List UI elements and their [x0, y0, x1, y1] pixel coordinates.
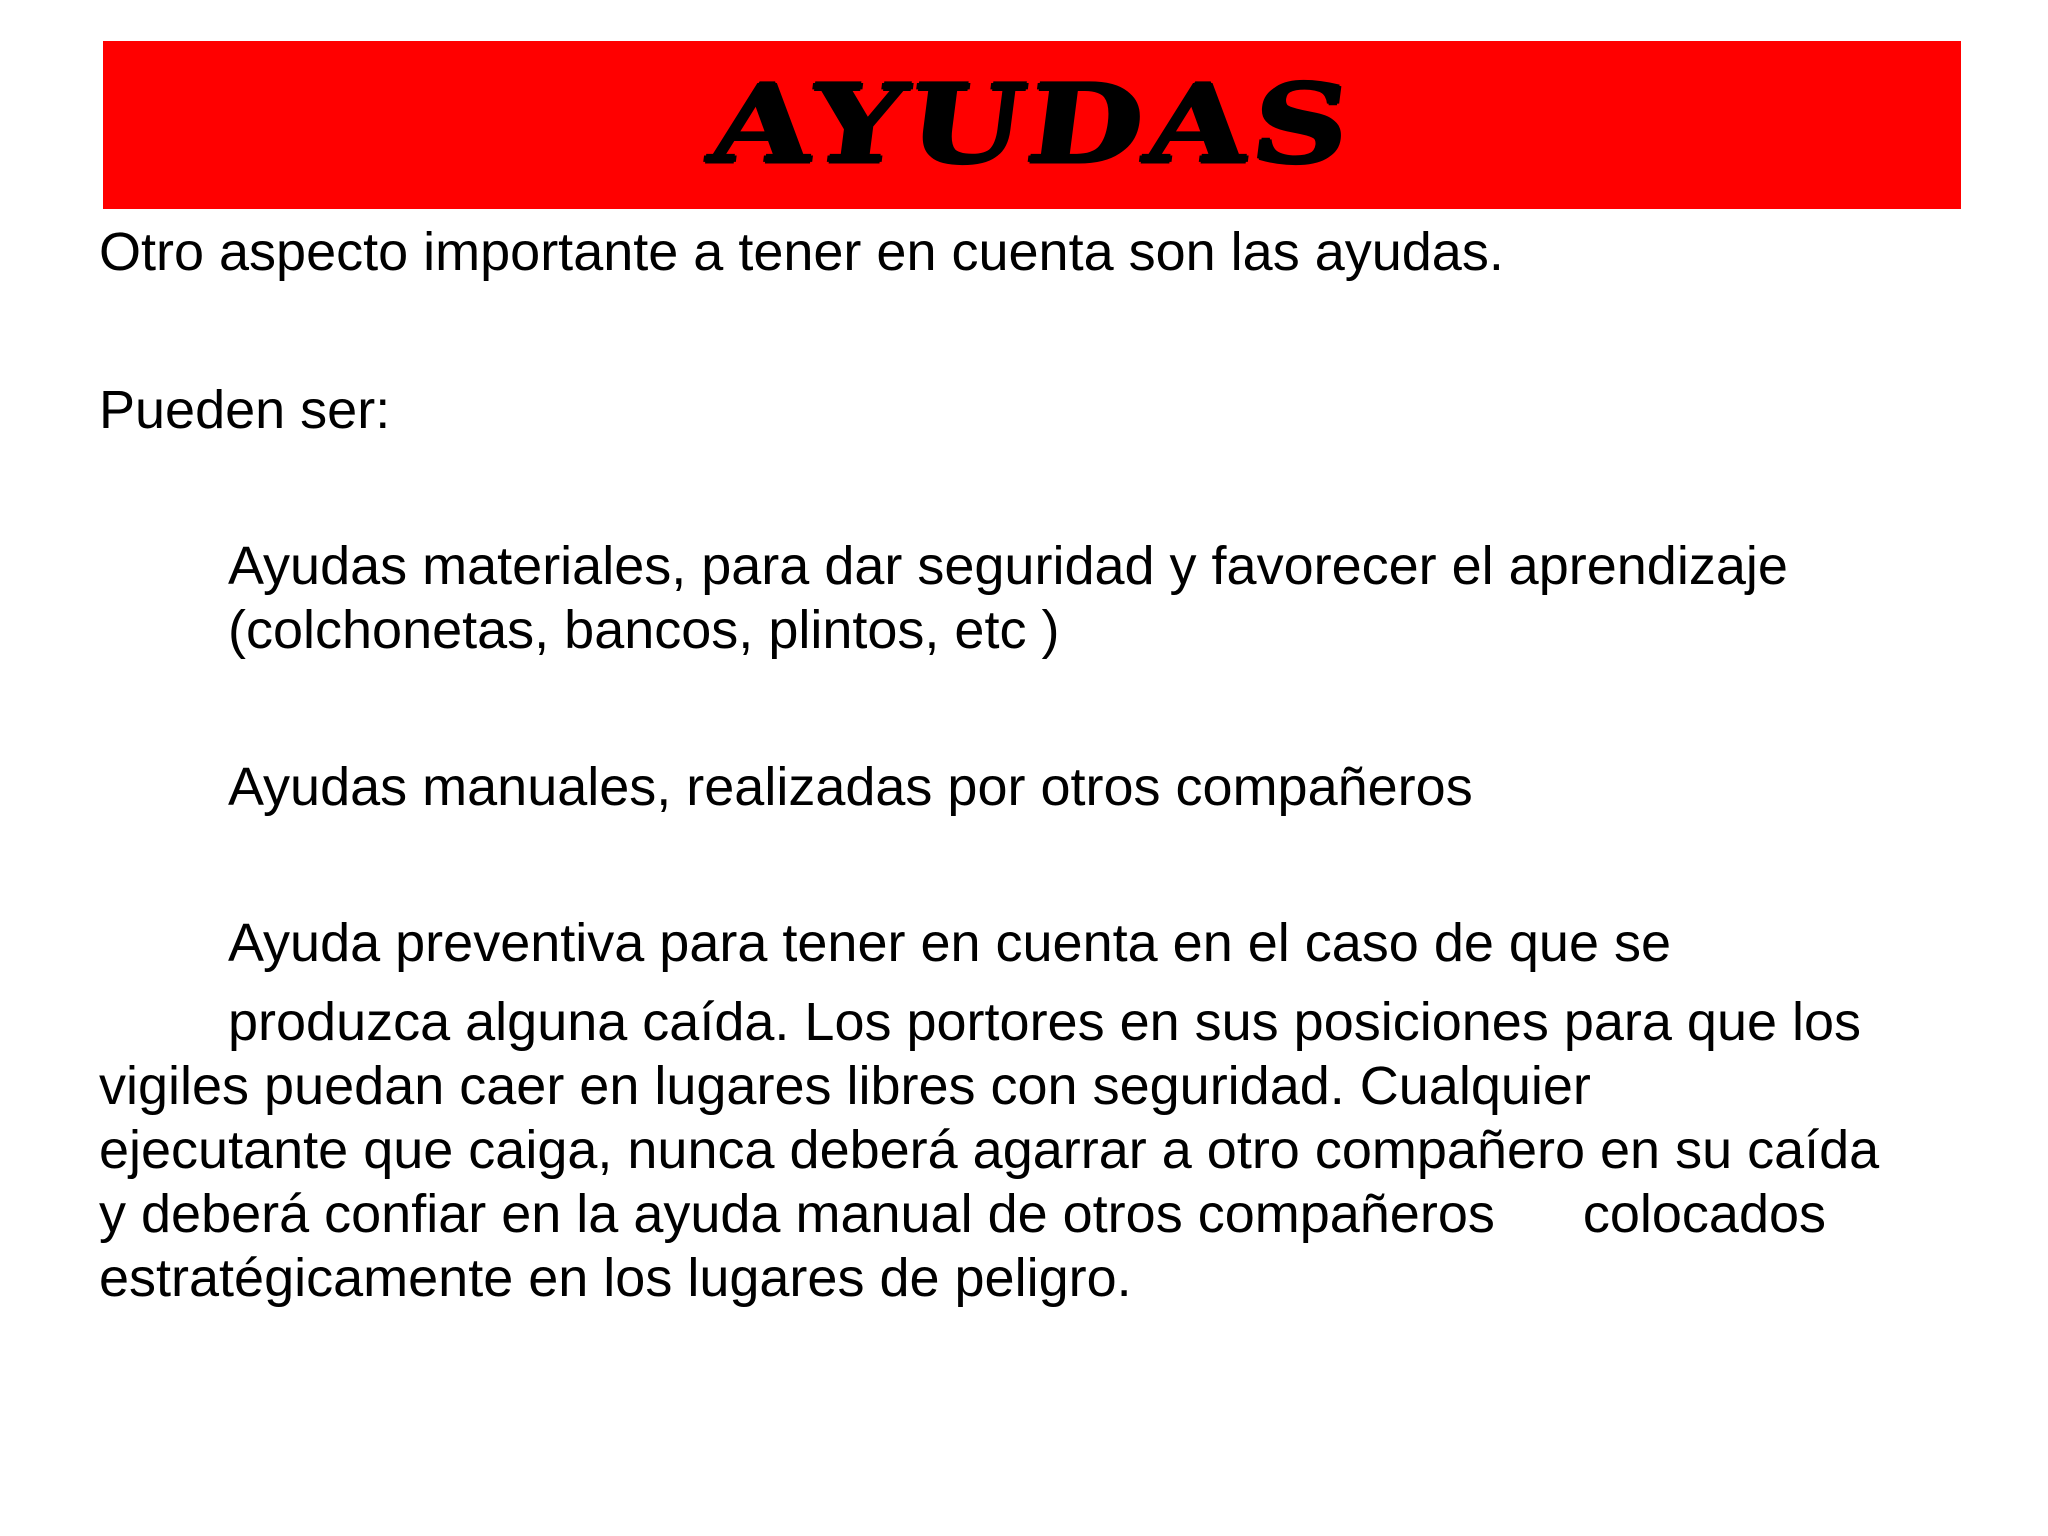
lead-text: Pueden ser: — [99, 380, 391, 440]
item-preventiva-line-4: ejecutante que caiga, nunca deberá agarrar a otro compañero en su caída — [99, 1120, 1880, 1180]
slide-title: AYUDAS — [703, 61, 1361, 189]
item-preventiva-line-5-part-2: colocados — [1582, 1184, 1827, 1244]
intro-text: Otro aspecto importante a tener en cuenta son las ayudas. — [99, 222, 1504, 282]
item-materiales-line-2: (colchonetas, bancos, plintos, etc ) — [228, 600, 1060, 660]
item-preventiva-line-2: produzca alguna caída. Los portores en sus posiciones para que los — [228, 992, 1862, 1052]
item-preventiva-line-6: estratégicamente en los lugares de peligro. — [99, 1248, 1132, 1308]
title-banner — [103, 41, 1961, 209]
item-materiales-line-1: Ayudas materiales, para dar seguridad y favorecer el aprendizaje — [228, 536, 1788, 596]
item-manuales: Ayudas manuales, realizadas por otros compañeros — [228, 757, 1473, 817]
item-preventiva-line-5 — [99, 1182, 1826, 1246]
item-preventiva-line-3: vigiles puedan caer en lugares libres con seguridad. Cualquier — [99, 1056, 1591, 1116]
item-preventiva-line-5-part-1: y deberá confiar en la ayuda manual de otros compañeros — [99, 1184, 1495, 1244]
item-preventiva-line-1: Ayuda preventiva para tener en cuenta en el caso de que se — [228, 913, 1672, 973]
